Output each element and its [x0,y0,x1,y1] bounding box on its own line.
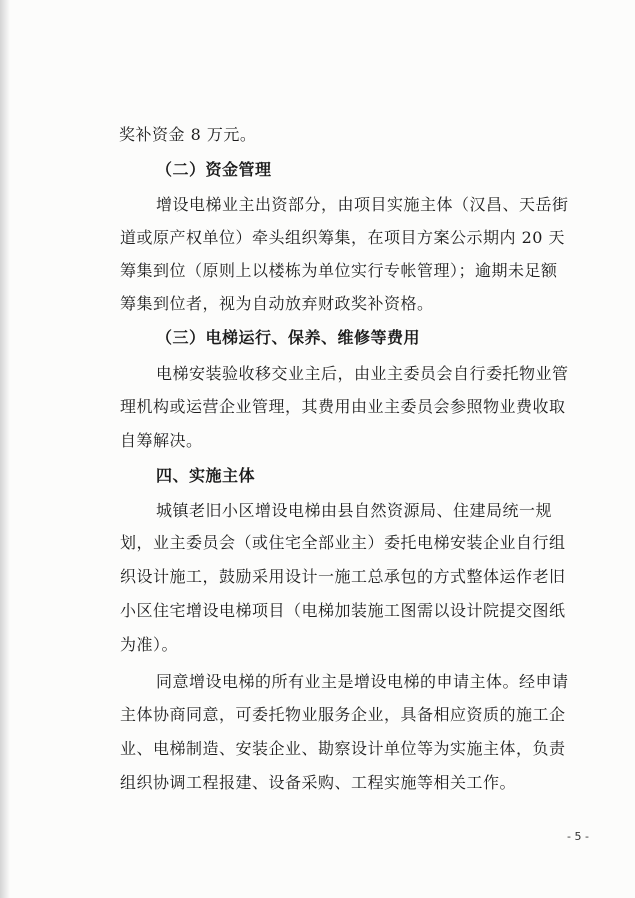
text-line-1: 奖补资金 8 万元。 [119,125,257,144]
text-line-19: 业、电梯制造、安装企业、勘察设计单位等为实施主体，负责 [120,739,566,758]
text-line-16: 为准）。 [120,635,179,654]
text-line-3: 增设电梯业主出资部分，由项目实施主体（汉昌、天岳街 [156,195,569,214]
text-line-4: 道或原产权单位）牵头组织筹集，在项目方案公示期内 20 天 [120,228,566,247]
section-heading-3: （三）电梯运行、保养、维修等费用 [156,328,421,347]
text-line-10: 自筹解决。 [120,431,203,450]
text-line-20: 组织协调工程报建、设备采购、工程实施等相关工作。 [120,773,517,792]
text-line-13: 划，业主委员会（或住宅全部业主）委托电梯安装企业自行组 [120,533,566,552]
section-heading-2: （二）资金管理 [156,160,272,179]
page-number: - 5 - [567,830,589,843]
text-line-6: 筹集到位者，视为自动放弃财政奖补资格。 [120,294,434,313]
section-heading-4: 四、实施主体 [156,466,256,485]
scan-edge-shadow [0,0,10,898]
text-line-9: 理机构或运营企业管理，其费用由业主委员会参照物业费收取 [120,397,566,416]
text-line-12: 城镇老旧小区增设电梯由县自然资源局、住建局统一规 [156,501,553,520]
text-line-14: 织设计施工，鼓励采用设计一施工总承包的方式整体运作老旧 [120,567,566,586]
text-line-8: 电梯安装验收移交业主后，由业主委员会自行委托物业管 [156,364,569,383]
text-line-18: 主体协商同意，可委托物业服务企业，具备相应资质的施工企 [120,705,566,724]
text-line-15: 小区住宅增设电梯项目（电梯加装施工图需以设计院提交图纸 [120,601,566,620]
text-line-5: 筹集到位（原则上以楼栋为单位实行专帐管理）；逾期未足额 [120,261,558,280]
text-line-17: 同意增设电梯的所有业主是增设电梯的申请主体。经申请 [156,672,569,691]
